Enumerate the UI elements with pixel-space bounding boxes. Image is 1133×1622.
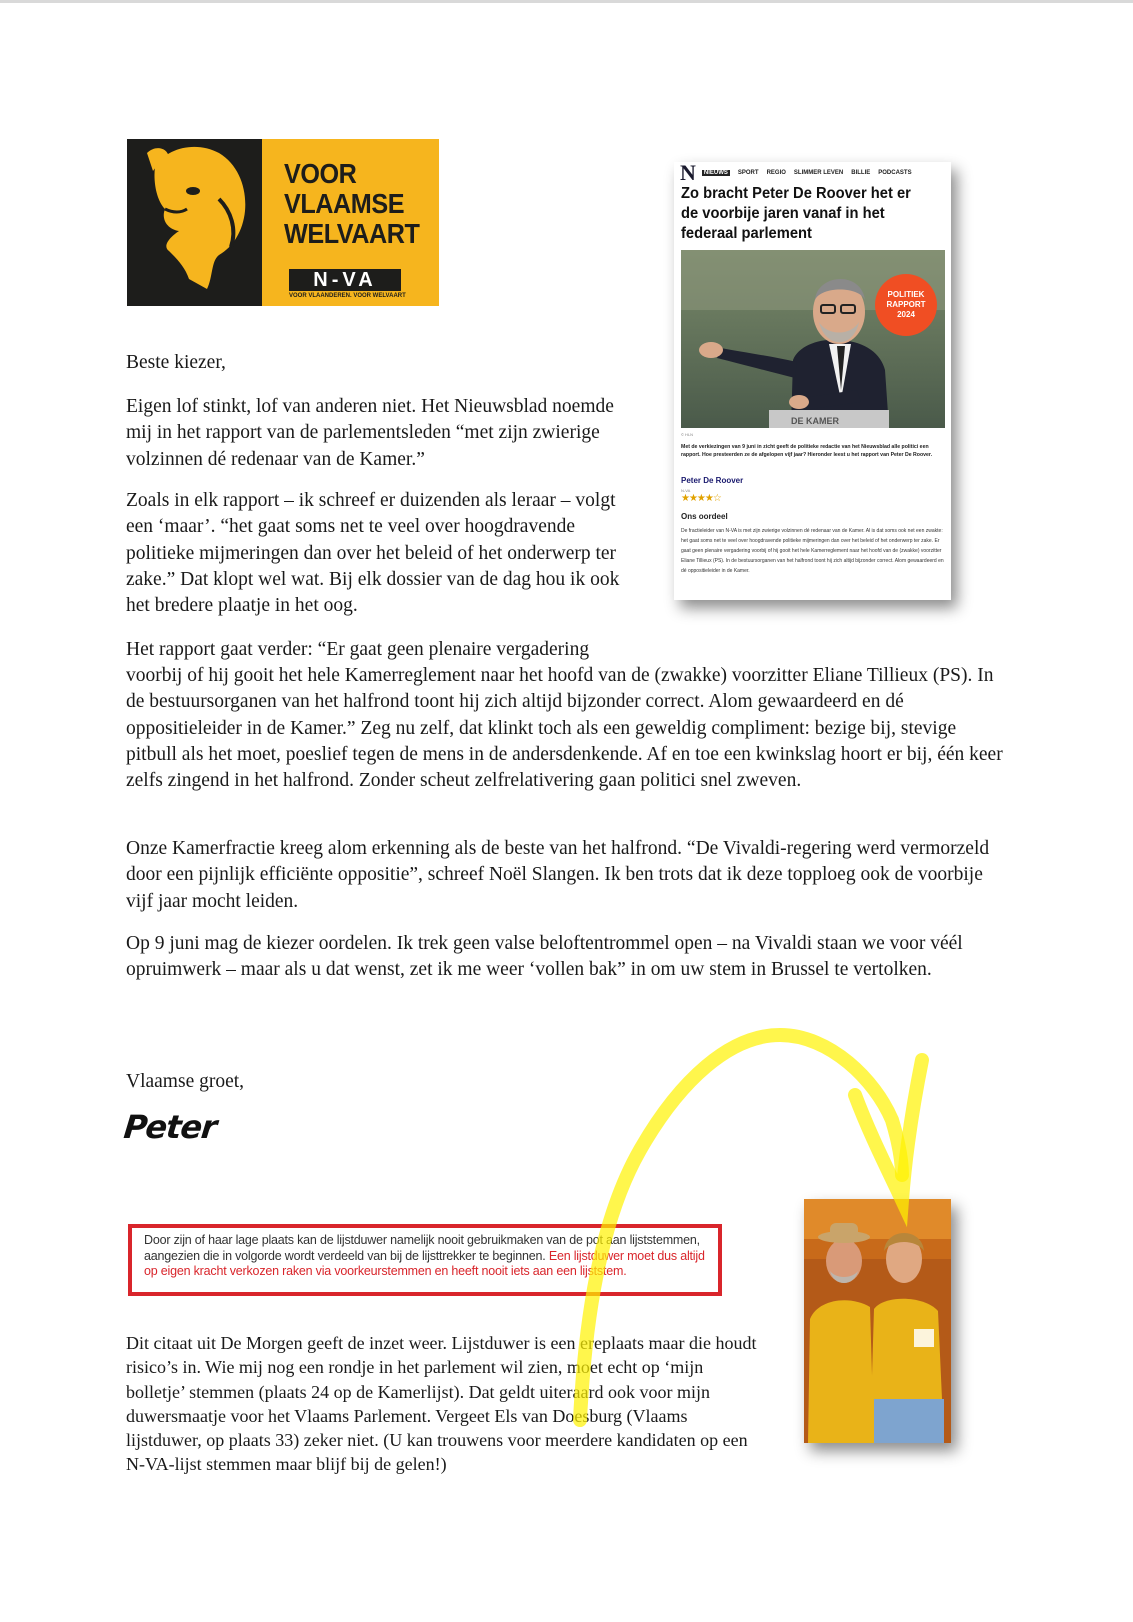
de-morgen-quote [128,1224,722,1296]
paragraph-5: Op 9 juni mag de kiezer oordelen. Ik trek geen valse beloftentrommel open – na Vivaldi staan we voor véél opruimwerk – maar als u dat wenst, zet ik me weer ‘vollen bak” in om uw stem in Brussel te vertolken. [126,933,963,981]
nav-item: BILLIE [851,170,871,176]
nav-item: NIEUWS [703,170,728,176]
slogan-line-1: VOOR [284,158,357,189]
nva-logo [127,139,439,306]
paragraph-2: Zoals in elk rapport – ik schreef er duizenden als leraar – volgt een ‘maar’. “het gaat soms net te veel over hoogdravende politieke mijmeringen dan over het beleid of het onderwerp ter zake.” Dat klopt wel wat. Bij elk dossier van de dag hou ik ook het bredere plaatje in het oog. [126,490,620,617]
photo-caption: © HLN [681,432,694,437]
paragraph-3-first-line: Het rapport gaat verder: “Er gaat geen plenaire vergadering [126,639,590,660]
paragraph-6: Dit citaat uit De Morgen geeft de inzet weer. Lijstduwer is een ereplaats maar die houdt risico’s in. Wie mij nog een rondje in het parlement wil zien, moet echt op ‘mijn bolletje’ stemmen (plaats 24 op de Kamerlijst). Dat geldt uiteraard ook voor mijn duwersmaatje voor het Vlaams Parlement. Vergeet Els van Doesburg (Vlaams lijstduwer, op plaats 33) zeker niet. (U kan trouwens voor meerdere kandidaten op een N-VA-lijst stemmen maar blijf bij de gelen!) [126,1333,757,1475]
clipping-intro: Met de verkiezingen van 9 juni in zicht geeft de politieke redactie van het Nieuwsblad alle politici een rapport. Hoe presteerden ze de afgelopen vijf jaar? Hieronder leest u het rapport van Peter De Roover. [681,444,933,458]
paragraph-4: Onze Kamerfractie kreeg alom erkenning als de beste van het halfrond. “De Vivaldi-regering werd vermorzeld door een pijnlijk efficiënte oppositie”, schreef Noël Slangen. Ik ben trots dat ik deze topploeg ook de voorbije vijf jaar mocht leiden. [126,838,990,912]
nav-item: PODCASTS [878,170,912,176]
signature: Peter [122,1108,219,1146]
slogan-line-3: WELVAART [284,218,420,249]
person-party: N-VA [681,488,691,493]
nav-item: REGIO [766,170,786,176]
salutation: Beste kiezer, [126,352,226,373]
nav-item: SLIMMER LEVEN [793,170,844,176]
campaign-image [804,1199,951,1443]
badge-line-2: RAPPORT [886,300,926,309]
logo-slogan [284,159,419,249]
quote-text: Door zijn of haar lage plaats kan de lijstduwer namelijk nooit gebruikmaken van de pot aan lijststemmen, aangezien die in volgorde wordt verdeeld van bij de lijsttrekker te beginnen. [144,1233,700,1263]
podium-text: DE KAMER [791,416,840,426]
newspaper-clipping [674,162,951,600]
clipping-photo [681,250,945,428]
campaign-photo [804,1199,951,1443]
nav-item: SPORT [737,170,759,176]
rating-stars: ★★★★☆ [681,493,721,504]
nva-tagline: VOOR VLAANDEREN. VOOR WELVAART [289,293,406,299]
badge-line-3: 2024 [897,310,915,319]
paragraph-1: Eigen lof stinkt, lof van anderen niet. Het Nieuwsblad noemde mij in het rapport van de parlementsleden “met zijn zwierige volzinnen dé redenaar van de Kamer.” [126,396,614,470]
clipping-nav [680,160,920,185]
clipping-headline: Zo bracht Peter De Roover het er de voorbije jaren vanaf in het federaal parlement [681,185,911,242]
closing: Vlaamse groet, [126,1071,245,1092]
politiek-rapport-badge [875,274,937,336]
paragraph-3: voorbij of hij gooit het hele Kamerreglement naar het hoofd van de (zwakke) voorzitter Eliane Tillieux (PS). In de bestuursorganen van het halfrond toont hij zich altijd bijzonder correct. Alom gewaardeerd en dé oppositieleider in de Kamer.” Zeg nu zelf, dat klinkt toch als een geweldig compliment: bezige bij, stevige pitbull als het moet, poeslief tegen de mens in de andersdenkende. Af en toe een kwinkslag hoort er bij, één keer zelfs zingend in het halfrond. Zonder scheut zelfrelativering gaan politici snel zweven. [126,665,1003,792]
verdict-title: Ons oordeel [681,512,728,521]
newspaper-logo: N [680,160,696,185]
page-top-border [0,0,1133,3]
nva-wordmark: N-VA [289,269,401,291]
verdict-body: De fractieleider van N-VA is met zijn zwierige volzinnen dé redenaar van de Kamer. Al is dat soms ook net een zwakte: het gaat soms net te veel over hoogdravende politieke mijmeringen dan over het beleid of het onderwerp ter zake. Er gaat geen plenaire vergadering voorbij of hij gooit het hele Kamerreglement naar het hoofd van de (zwakke) voorzitter Eliane Tillieux (PS). In de bestuursorganen van het halfrond toont hij zich altijd bijzonder correct. Alom gewaardeerd en dé oppositieleider in de Kamer. [681,528,944,574]
slogan-line-2: VLAAMSE [284,188,405,219]
badge-line-1: POLITIEK [887,290,925,299]
person-name: Peter De Roover [681,476,744,485]
quote-highlight: Een lijstduwer moet dus altijd op eigen kracht verkozen raken via voorkeurstemmen en heeft nooit iets aan een lijststem. [144,1248,705,1278]
